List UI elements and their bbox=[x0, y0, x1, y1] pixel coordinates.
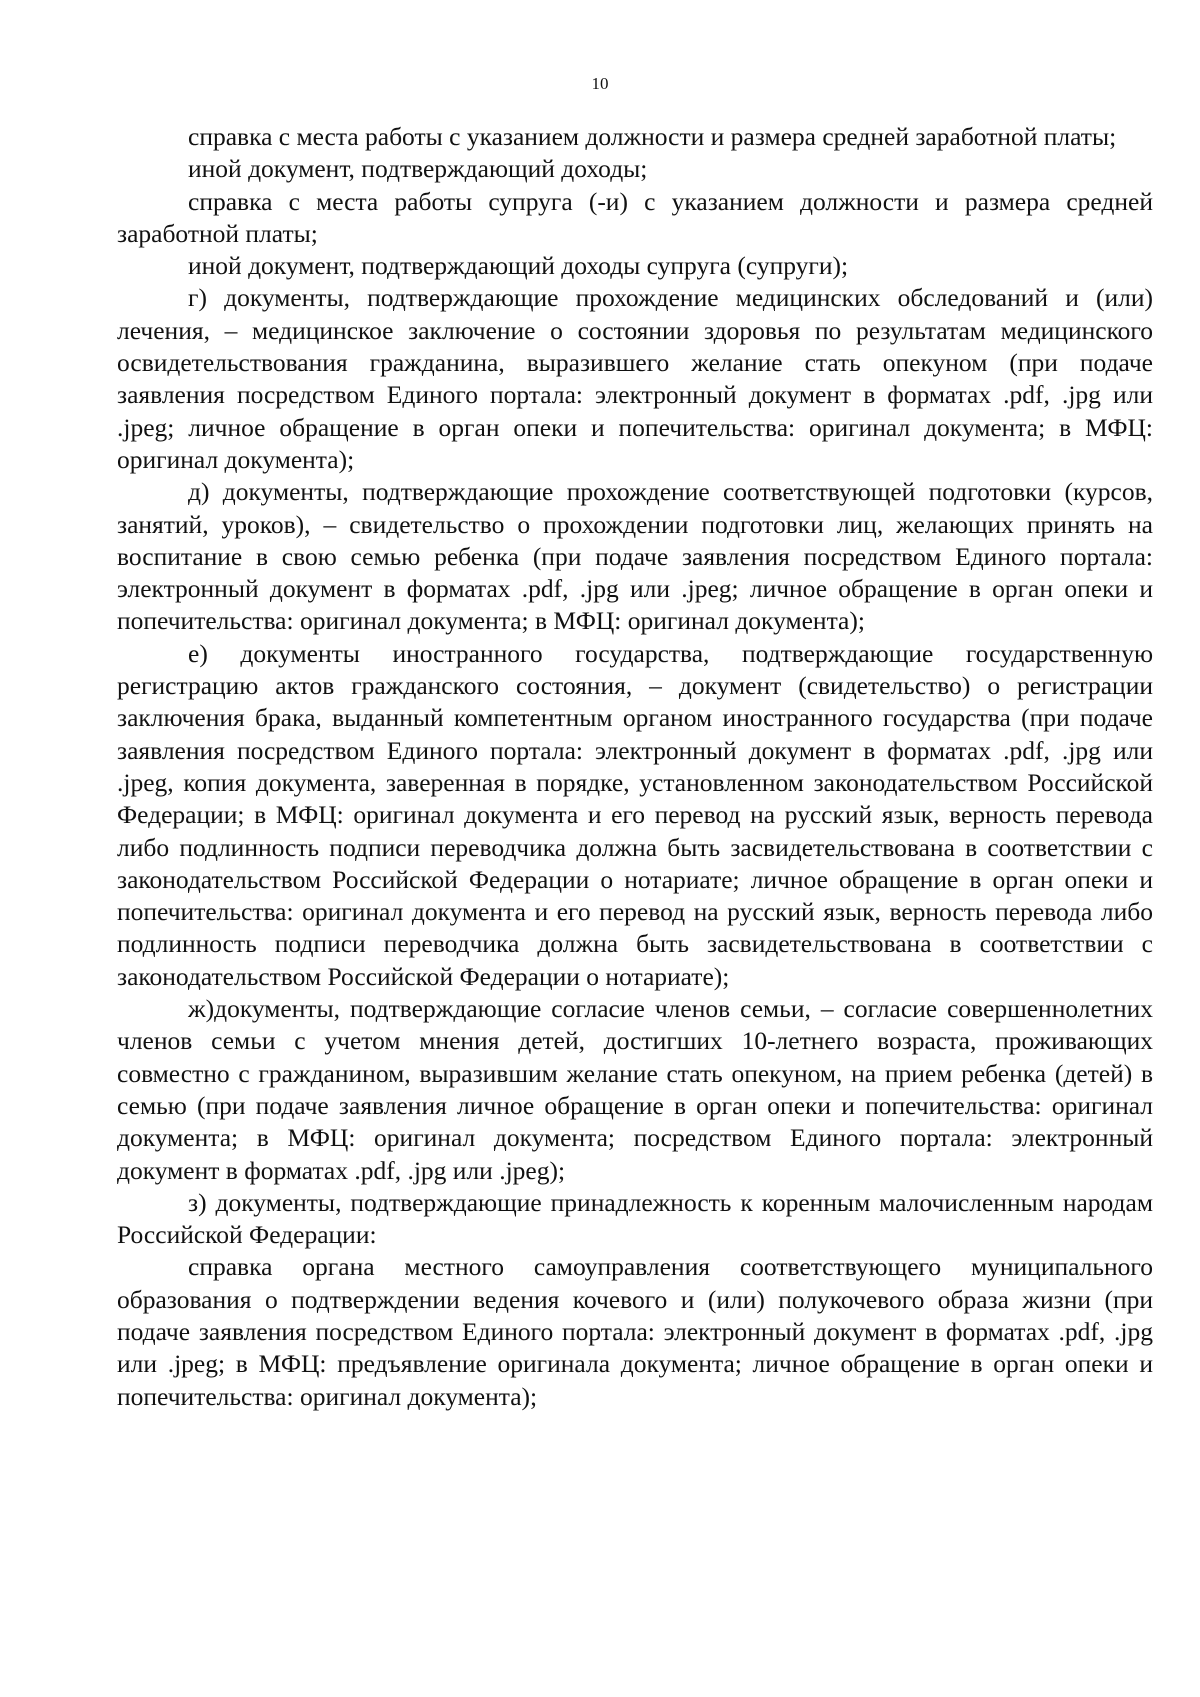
page-number: 10 bbox=[591, 74, 609, 93]
paragraph-item-d-training: д) документы, подтверждающие прохождение соответствующей подготовки (курсов, занятий, уроков), – свидетельство о прохождении подготовки лиц, желающих принять на воспитание в свою семью ребенка (при подаче заявления посредством Единого портала: электронный документ в форматах .pdf, .jpg или .jpeg; личное обращение в орган опеки и попечительства: оригинал документа; в МФЦ: оригинал документа); bbox=[117, 477, 1153, 636]
paragraph-local-government-certificate: справка органа местного самоуправления соответствующего муниципального образования о подтверждении ведения кочевого и (или) полукочевого образа жизни (при подаче заявления посредством Единого портала: электронный документ в форматах .pdf, .jpg или .jpeg; в МФЦ: предъявление оригинала документа; личное обращение в орган опеки и попечительства: оригинал документа); bbox=[117, 1252, 1153, 1411]
paragraph-other-income-document: иной документ, подтверждающий доходы; bbox=[188, 154, 648, 184]
paragraph-item-e-foreign-documents: е) документы иностранного государства, подтверждающие государственную регистрацию актов гражданского состояния, – документ (свидетельство) о регистрации заключения брака, выданный компетентным органом иностранного государства (при подаче заявления посредством Единого портала: электронный документ в форматах .pdf, .jpg или .jpeg, копия документа, заверенная в порядке, установленном законодательством Российской Федерации; в МФЦ: оригинал документа и его перевод на русский язык, верность перевода либо подлинность подписи переводчика должна быть засвидетельствована в соответствии с законодательством Российской Федерации о нотариате; личное обращение в орган опеки и попечительства: оригинал документа и его перевод на русский язык, верность перевода либо подлинность подписи переводчика должна быть засвидетельствована в соответствии с законодательством Российской Федерации о нотариате); bbox=[117, 638, 1153, 991]
paragraph-spouse-salary-certificate: справка с места работы супруга (-и) с указанием должности и размера средней заработной платы; bbox=[117, 186, 1153, 248]
paragraph-item-zh-family-consent: ж)документы, подтверждающие согласие членов семьи, – согласие совершеннолетних членов семьи с учетом мнения детей, достигших 10-летнего возраста, проживающих совместно с гражданином, выразившим желание стать опекуном, на прием ребенка (детей) в семью (при подаче заявления личное обращение в орган опеки и попечительства: оригинал документа; в МФЦ: оригинал документа; посредством Единого портала: электронный документ в форматах .pdf, .jpg или .jpeg); bbox=[117, 994, 1153, 1185]
paragraph-salary-certificate: справка с места работы с указанием должности и размера средней заработной платы; bbox=[188, 122, 1117, 151]
paragraph-item-g-medical: г) документы, подтверждающие прохождение медицинских обследований и (или) лечения, – медицинское заключение о состоянии здоровья по результатам медицинского освидетельствования гражданина, выразившего желание стать опекуном (при подаче заявления посредством Единого портала: электронный документ в форматах .pdf, .jpg или .jpeg; личное обращение в орган опеки и попечительства: оригинал документа; в МФЦ: оригинал документа); bbox=[117, 283, 1153, 474]
document-body bbox=[117, 121, 1153, 1413]
paragraph-spouse-income-document: иной документ, подтверждающий доходы супруга (супруги); bbox=[188, 251, 849, 281]
paragraph-item-z-indigenous-peoples: з) документы, подтверждающие принадлежность к коренным малочисленным народам Российской Федерации: bbox=[117, 1187, 1153, 1250]
